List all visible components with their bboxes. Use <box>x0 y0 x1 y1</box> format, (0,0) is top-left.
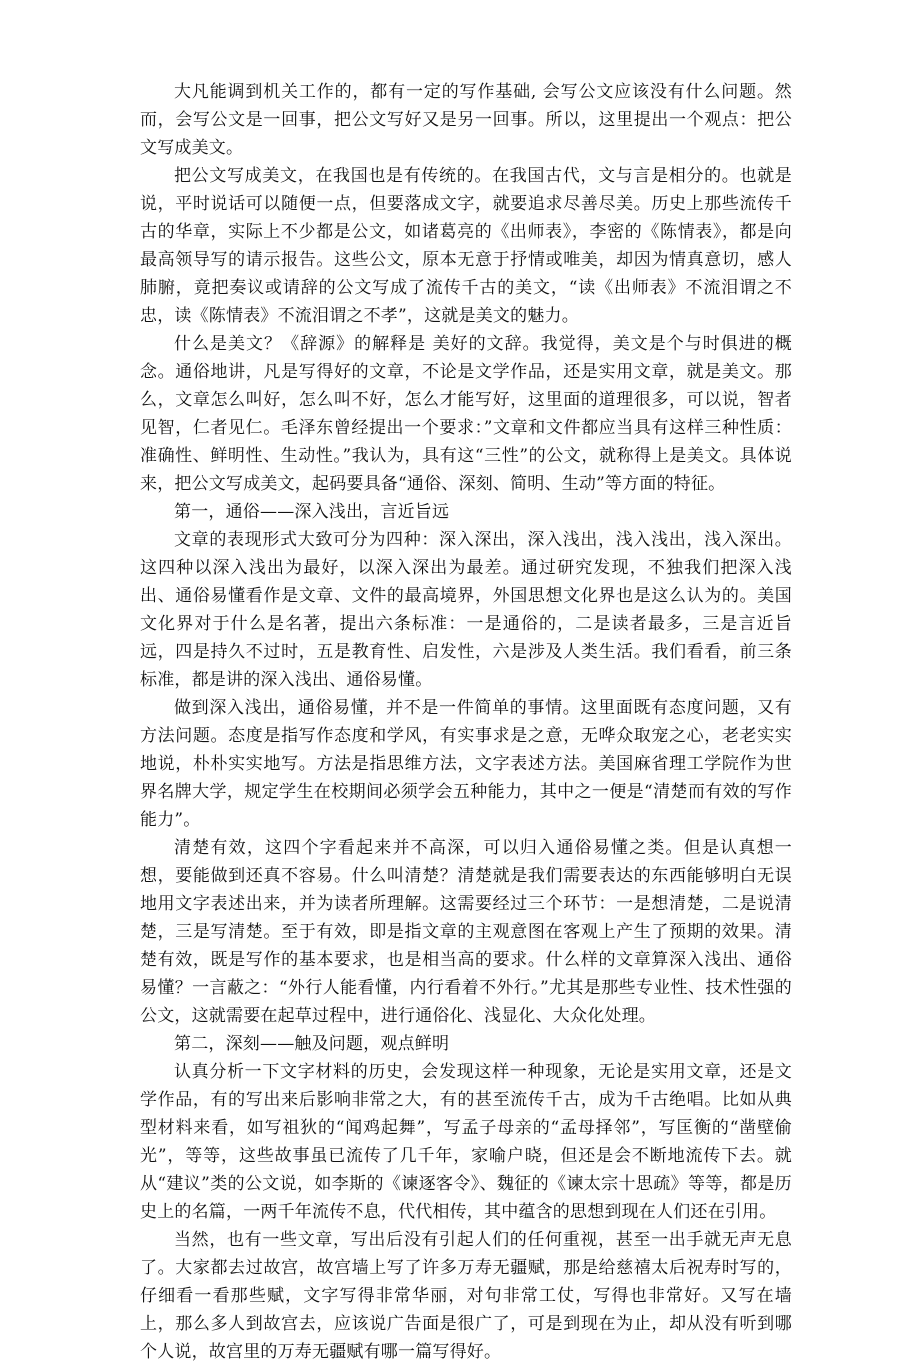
paragraph-clarity: 清楚有效，这四个字看起来并不高深，可以归入通俗易懂之类。但是认真想一想，要能做到还真不容易。什么叫清楚？清楚就是我们需要表达的东西能够明白无误地用文字表述出来，并为读者所理解。这需要经过三个环节：一是想清楚，二是说清楚，三是写清楚。至于有效，即是指文章的主观意图在客观上产生了预期的效果。清楚有效，既是写作的基本要求，也是相当高的要求。什么样的文章算深入浅出、通俗易懂？一言蔽之：“外行人能看懂，内行看着不外行。”尤其是那些专业性、技术性强的公文，这就需要在起草过程中，进行通俗化、浅显化、大众化处理。 <box>140 838 792 1026</box>
paragraph-intro: 大凡能调到机关工作的，都有一定的写作基础, 会写公文应该没有什么问题。然而，会写公文是一回事，把公文写好又是另一回事。所以，这里提出一个观点：把公文写成美文。 <box>140 82 792 158</box>
section-heading-2: 第二，深刻——触及问题，观点鲜明 <box>174 1034 450 1054</box>
paragraph-palace: 当然，也有一些文章，写出后没有引起人们的任何重视，甚至一出手就无声无息了。大家都去过故宫，故宫墙上写了许多万寿无疆赋，那是给慈禧太后祝寿时写的，仔细看一看那些赋，文字写得非常华丽，对句非常工仗，写得也非常好。又写在墙上，那么多人到故宫去，应该说广告面是很广了，可是到现在为止，却从没有听到哪个人说，故宫里的万寿无疆赋有哪一篇写得好。 <box>140 1230 792 1362</box>
paragraph-history: 认真分析一下文字材料的历史，会发现这样一种现象，无论是实用文章，还是文学作品，有的写出来后影响非常之大，有的甚至流传千古，成为千古绝唱。比如从典型材料来看，如写祖狄的“闻鸡起舞”，写孟子母亲的“孟母择邻”，写匡衡的“凿壁偷光”，等等，这些故事虽已流传了几千年，家喻户晓，但还是会不断地流传下去。就从“建议”类的公文说，如李斯的《谏逐客令》、魏征的《谏太宗十思疏》等等，都是历史上的名篇，一两千年流传不息，代代相传，其中蕴含的思想到现在人们还在引用。 <box>140 1062 792 1222</box>
section-heading-1: 第一，通俗——深入浅出，言近旨远 <box>174 502 450 522</box>
paragraph-tradition: 把公文写成美文，在我国也是有传统的。在我国古代，文与言是相分的。也就是说，平时说话可以随便一点，但要落成文字，就要追求尽善尽美。历史上那些流传千古的华章，实际上不少都是公文，如诸葛亮的《出师表》，李密的《陈情表》，都是向最高领导写的请示报告。这些公文，原本无意于抒情或唯美，却因为情真意切，感人肺腑，竟把奏议或请辞的公文写成了流传千古的美文，“读《出师表》不流泪谓之不忠，读《陈情表》不流泪谓之不孝”，这就是美文的魅力。 <box>140 166 792 326</box>
document-body <box>140 78 792 1366</box>
paragraph-forms: 文章的表现形式大致可分为四种：深入深出，深入浅出，浅入浅出，浅入深出。这四种以深入浅出为最好，以深入深出为最差。通过研究发现，不独我们把深入浅出、通俗易懂看作是文章、文件的最高境界，外国思想文化界也是这么认为的。美国文化界对于什么是名著，提出六条标准：一是通俗的，二是读者最多，三是言近旨远，四是持久不过时，五是教育性、启发性，六是涉及人类生活。我们看看，前三条标准，都是讲的深入浅出、通俗易懂。 <box>140 530 792 690</box>
paragraph-method: 做到深入浅出，通俗易懂，并不是一件简单的事情。这里面既有态度问题，又有方法问题。态度是指写作态度和学风，有实事求是之意，无哗众取宠之心，老老实实地说，朴朴实实地写。方法是指思维方法，文字表述方法。美国麻省理工学院作为世界名牌大学，规定学生在校期间必须学会五种能力，其中之一便是“清楚而有效的写作能力”。 <box>140 698 792 830</box>
paragraph-definition: 什么是美文？《辞源》的解释是 美好的文辞。我觉得，美文是个与时俱进的概念。通俗地讲，凡是写得好的文章，不论是文学作品，还是实用文章，就是美文。那么，文章怎么叫好，怎么叫不好，怎么才能写好，这里面的道理很多，可以说，智者见智，仁者见仁。毛泽东曾经提出一个要求：”文章和文件都应当具有这样三种性质：准确性、鲜明性、生动性。”我认为，具有这“三性”的公文，就称得上是美文。具体说来，把公文写成美文，起码要具备“通俗、深刻、简明、生动”等方面的特征。 <box>140 334 792 494</box>
